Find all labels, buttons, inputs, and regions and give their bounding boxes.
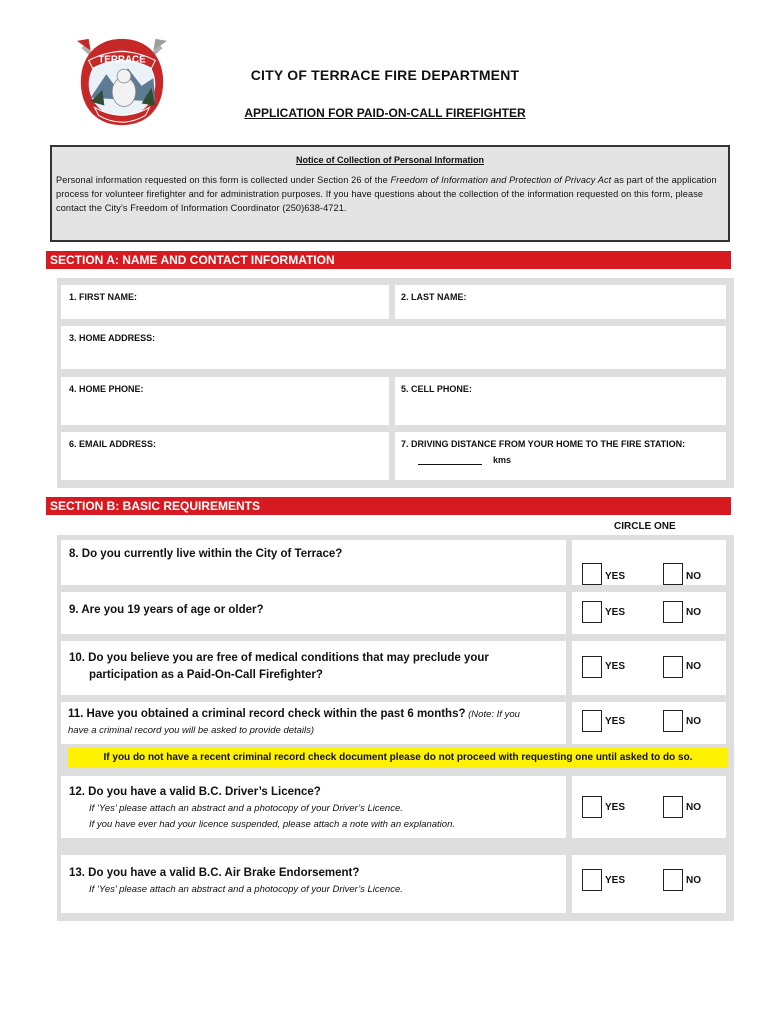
q12-yes-checkbox[interactable] — [582, 796, 602, 818]
document-subtitle: APPLICATION FOR PAID-ON-CALL FIREFIGHTER — [244, 106, 526, 120]
question-9 — [61, 592, 566, 634]
q12-no-checkbox[interactable] — [663, 796, 683, 818]
question-12-text: 12. Do you have a valid B.C. Driver’s Licence? — [69, 786, 321, 798]
q9-no-checkbox[interactable] — [663, 601, 683, 623]
question-8 — [61, 540, 566, 585]
q9-yes-label: YES — [605, 607, 626, 618]
distance-blank-line[interactable] — [418, 464, 482, 465]
last-name-field[interactable]: 2. LAST NAME: — [395, 285, 726, 319]
cell-phone-field[interactable]: 5. CELL PHONE: — [395, 377, 726, 425]
notice-body-part1: Personal information requested on this form is collected under Section 26 of the — [56, 175, 391, 185]
question-10-line2: participation as a Paid-On-Call Firefighter? — [89, 669, 323, 681]
q8-no-label: NO — [686, 571, 701, 582]
q10-no-checkbox[interactable] — [663, 656, 683, 678]
question-11-note-b: have a criminal record you will be asked to provide details) — [68, 725, 315, 736]
email-field[interactable]: 6. EMAIL ADDRESS: — [61, 432, 389, 480]
document-title: CITY OF TERRACE FIRE DEPARTMENT — [250, 67, 520, 83]
section-a-header: SECTION A: NAME AND CONTACT INFORMATION — [46, 251, 731, 269]
q13-yes-label: YES — [605, 875, 626, 886]
q10-yes-label: YES — [605, 661, 626, 672]
q13-no-checkbox[interactable] — [663, 869, 683, 891]
question-13-text: 13. Do you have a valid B.C. Air Brake Endorsement? — [69, 867, 360, 879]
home-address-field[interactable]: 3. HOME ADDRESS: — [61, 326, 726, 369]
q8-yes-label: YES — [605, 571, 626, 582]
notice-body-part2: as part of the application process for volunteer firefighter and for administration purposes. If you have questions about the collection of the information requested on this form, please contact the City’s Freedom of Information Coordinator (250)638-4721. — [56, 175, 717, 213]
question-12-note-1: If ‘Yes’ please attach an abstract and a photocopy of your Driver’s Licence. — [89, 803, 403, 814]
notice-act-name: Freedom of Information and Protection of Privacy Act — [390, 175, 612, 185]
driving-distance-field[interactable]: 7. DRIVING DISTANCE FROM YOUR HOME TO THE FIRE STATION: — [395, 432, 726, 480]
question-11 — [61, 702, 566, 744]
distance-unit: kms — [493, 455, 512, 465]
question-8-text: 8. Do you currently live within the City of Terrace? — [69, 548, 343, 560]
q11-no-label: NO — [686, 716, 701, 727]
first-name-field[interactable]: 1. FIRST NAME: — [61, 285, 389, 319]
section-b-header: SECTION B: BASIC REQUIREMENTS — [46, 497, 731, 515]
q11-yes-checkbox[interactable] — [582, 710, 602, 732]
question-12 — [61, 776, 566, 838]
q9-no-label: NO — [686, 607, 701, 618]
question-9-text: 9. Are you 19 years of age or older? — [69, 604, 264, 616]
privacy-notice — [50, 145, 730, 242]
home-phone-field[interactable]: 4. HOME PHONE: — [61, 377, 389, 425]
question-12-note-2: If you have ever had your licence suspended, please attach a note with an explanation. — [89, 819, 455, 830]
notice-body — [56, 173, 724, 215]
q11-yes-label: YES — [605, 716, 626, 727]
question-13 — [61, 855, 566, 913]
q12-yes-label: YES — [605, 802, 626, 813]
question-10 — [61, 641, 566, 695]
q13-yes-checkbox[interactable] — [582, 869, 602, 891]
q10-no-label: NO — [686, 661, 701, 672]
q13-no-label: NO — [686, 875, 701, 886]
question-11-text: 11. Have you obtained a criminal record check within the past 6 months? — [68, 708, 466, 720]
q12-no-label: NO — [686, 802, 701, 813]
question-11-note-a: (Note: If you — [465, 709, 520, 720]
q8-no-checkbox[interactable] — [663, 563, 683, 585]
svg-text:TERRACE: TERRACE — [98, 54, 146, 66]
notice-heading: Notice of Collection of Personal Information — [295, 155, 484, 165]
circle-one-label: CIRCLE ONE — [614, 521, 676, 532]
q8-yes-checkbox[interactable] — [582, 563, 602, 585]
q10-yes-checkbox[interactable] — [582, 656, 602, 678]
question-13-note-1: If ‘Yes’ please attach an abstract and a photocopy of your Driver’s Licence. — [89, 884, 403, 895]
q9-yes-checkbox[interactable] — [582, 601, 602, 623]
q11-no-checkbox[interactable] — [663, 710, 683, 732]
question-10-line1: 10. Do you believe you are free of medical conditions that may preclude your — [69, 652, 489, 664]
criminal-record-warning: If you do not have a recent criminal record check document please do not proceed with requesting one until asked to do so. — [68, 748, 728, 768]
